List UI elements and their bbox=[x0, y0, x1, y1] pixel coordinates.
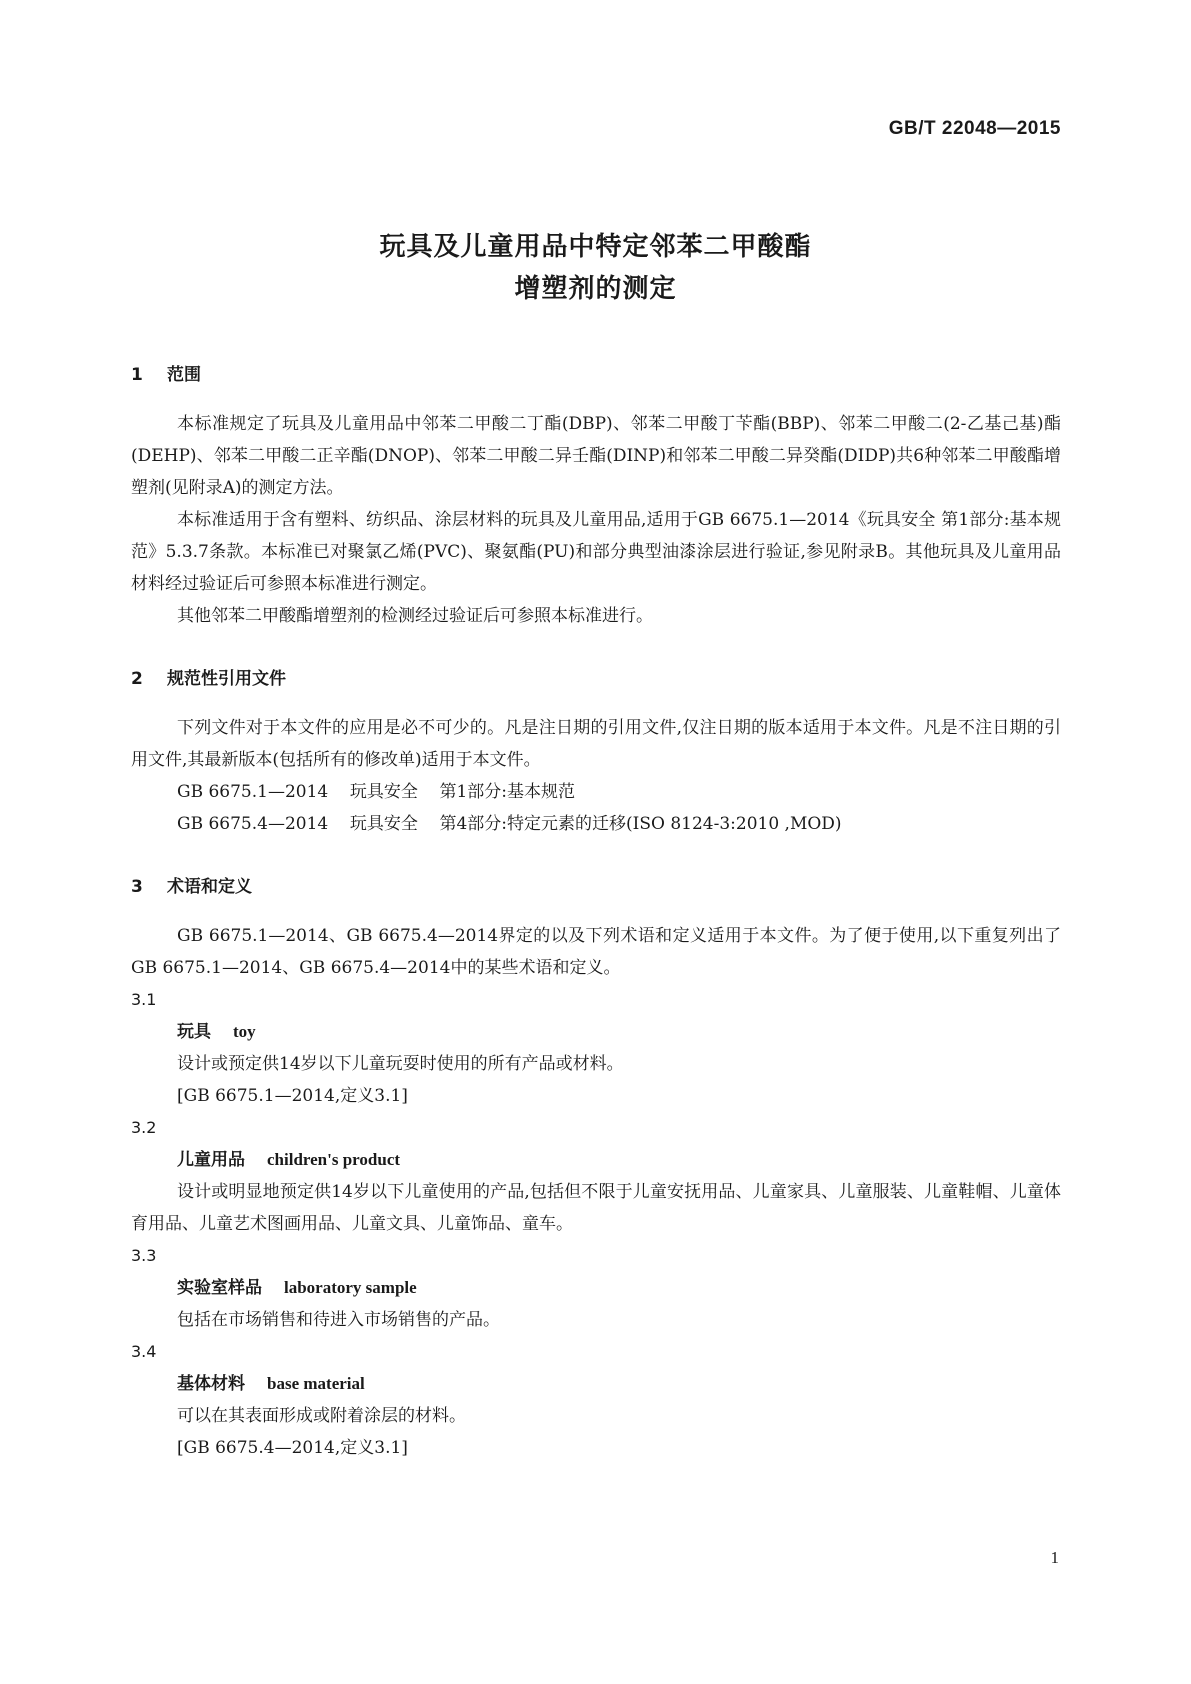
section-3-heading bbox=[131, 872, 1061, 902]
section-number: 2 bbox=[131, 669, 143, 689]
term-number: 3.3 bbox=[131, 1246, 157, 1265]
term-number: 3.2 bbox=[131, 1118, 157, 1137]
term-entry bbox=[131, 1112, 1061, 1240]
term-definition: 可以在其表面形成或附着涂层的材料。 bbox=[177, 1406, 466, 1426]
section-title: 术语和定义 bbox=[167, 877, 252, 897]
term-title bbox=[131, 1272, 1061, 1304]
section-title: 范围 bbox=[167, 365, 201, 385]
references-intro: 下列文件对于本文件的应用是必不可少的。凡是注日期的引用文件,仅注日期的版本适用于本文件。凡是不注日期的引用文件,其最新版本(包括所有的修改单)适用于本文件。 bbox=[131, 718, 1061, 770]
term-source: [GB 6675.4—2014,定义3.1] bbox=[177, 1438, 408, 1458]
term-en: laboratory sample bbox=[284, 1278, 417, 1297]
term-zh: 实验室样品 bbox=[177, 1278, 262, 1298]
term-en: base material bbox=[267, 1374, 365, 1393]
scope-paragraph-2: 本标准适用于含有塑料、纺织品、涂层材料的玩具及儿童用品,适用于GB 6675.1—2014《玩具安全 第1部分:基本规范》5.3.7条款。本标准已对聚氯乙烯(PVC)、聚氨酯(PU)和部分典型油漆涂层进行验证,参见附录B。其他玩具及儿童用品材料经过验证后可参照本标准进行测定。 bbox=[131, 510, 1061, 594]
term-zh: 玩具 bbox=[177, 1022, 211, 1042]
document-body bbox=[131, 360, 1061, 1464]
section-number: 1 bbox=[131, 365, 143, 385]
term-number: 3.4 bbox=[131, 1342, 157, 1361]
term-definition: 设计或预定供14岁以下儿童玩耍时使用的所有产品或材料。 bbox=[177, 1054, 624, 1074]
term-definition: 包括在市场销售和待进入市场销售的产品。 bbox=[177, 1310, 500, 1330]
term-en: children's product bbox=[267, 1150, 401, 1169]
scope-paragraph-3: 其他邻苯二甲酸酯增塑剂的检测经过验证后可参照本标准进行。 bbox=[177, 606, 653, 626]
term-title bbox=[131, 1368, 1061, 1400]
term-source: [GB 6675.1—2014,定义3.1] bbox=[177, 1086, 408, 1106]
section-number: 3 bbox=[131, 877, 143, 897]
section-1-heading bbox=[131, 360, 1061, 390]
title-line-1: 玩具及儿童用品中特定邻苯二甲酸酯 bbox=[379, 232, 812, 262]
section-2-heading bbox=[131, 664, 1061, 694]
term-en: toy bbox=[233, 1022, 256, 1041]
term-definition: 设计或明显地预定供14岁以下儿童使用的产品,包括但不限于儿童安抚用品、儿童家具、儿童服装、儿童鞋帽、儿童体育用品、儿童艺术图画用品、儿童文具、儿童饰品、童车。 bbox=[131, 1182, 1061, 1234]
term-number: 3.1 bbox=[131, 990, 157, 1009]
term-zh: 儿童用品 bbox=[177, 1150, 245, 1170]
terms-intro: GB 6675.1—2014、GB 6675.4—2014界定的以及下列术语和定义适用于本文件。为了便于使用,以下重复列出了GB 6675.1—2014、GB 6675.4—2014中的某些术语和定义。 bbox=[131, 926, 1061, 978]
scope-paragraph-1: 本标准规定了玩具及儿童用品中邻苯二甲酸二丁酯(DBP)、邻苯二甲酸丁苄酯(BBP)、邻苯二甲酸二(2-乙基己基)酯(DEHP)、邻苯二甲酸二正辛酯(DNOP)、邻苯二甲酸二异壬酯(DINP)和邻苯二甲酸二异癸酯(DIDP)共6种邻苯二甲酸酯增塑剂(见附录A)的测定方法。 bbox=[131, 414, 1061, 498]
term-entry bbox=[131, 1336, 1061, 1464]
term-entry bbox=[131, 984, 1061, 1112]
document-title bbox=[0, 226, 1191, 310]
page-number: 1 bbox=[1050, 1548, 1059, 1567]
term-zh: 基体材料 bbox=[177, 1374, 245, 1394]
term-entry bbox=[131, 1240, 1061, 1336]
term-title bbox=[131, 1016, 1061, 1048]
standard-code: GB/T 22048—2015 bbox=[888, 118, 1061, 139]
title-line-2: 增塑剂的测定 bbox=[514, 274, 677, 304]
reference-item: GB 6675.4—2014 玩具安全 第4部分:特定元素的迁移(ISO 8124-3:2010 ,MOD) bbox=[177, 814, 842, 834]
section-title: 规范性引用文件 bbox=[167, 669, 286, 689]
reference-item: GB 6675.1—2014 玩具安全 第1部分:基本规范 bbox=[177, 782, 575, 802]
term-title bbox=[131, 1144, 1061, 1176]
